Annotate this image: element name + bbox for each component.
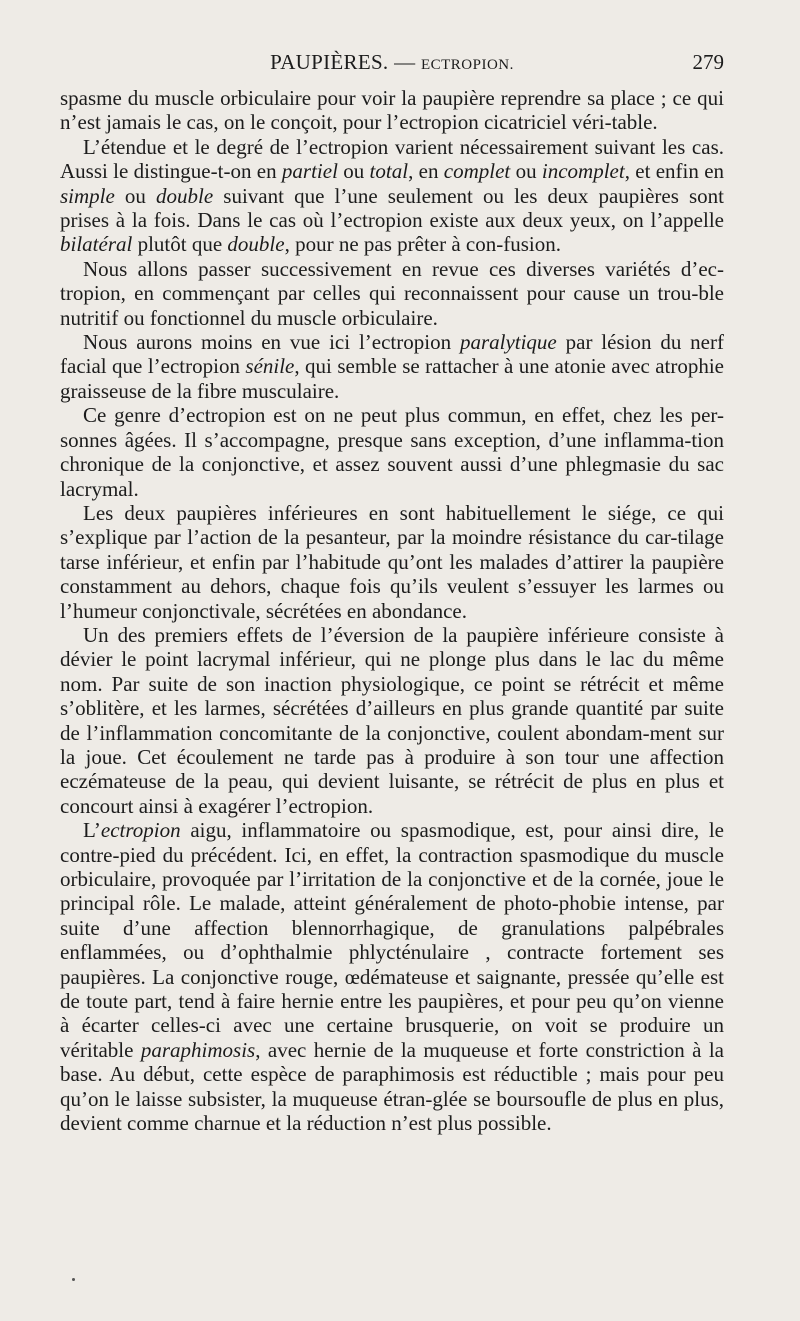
title-dash: — [394, 50, 416, 74]
paragraph [60, 257, 724, 330]
paragraph [60, 501, 724, 623]
text-run: L’étendue et le degré de l’ectropion varient nécessairement suivant les cas. Aussi le distingue-t-on en [60, 134, 724, 184]
text-run: , qui semble se rattacher à une atonie avec atrophie graisseuse de la fibre musculaire. [60, 354, 725, 403]
text-run: Nous aurons moins en vue ici l’ectropion [83, 330, 460, 355]
running-head [60, 50, 724, 80]
text-run: ou [114, 183, 157, 208]
text-run: , en [408, 159, 444, 184]
text-run: L’ [83, 818, 101, 843]
italic-term: paralytique [459, 330, 557, 355]
italic-term: complet [443, 159, 511, 184]
running-title-main: PAUPIÈRES. [270, 50, 389, 74]
text-run: aigu, inflammatoire ou spasmodique, est, pour ainsi dire, le contre-pied du précédent. Ici, en effet, la contraction spasmodique du muscle orbiculaire, provoquée par l’irritation de la conjonctive et de la cornée, joue le principal rôle. Le malade, atteint généralement de photo-phobie intense, par suite d’une affection blennorrhagique, de granulations palpébrales enflammées, ou d’ophthalmie phlycténulaire , contracte fortement ses paupières. La conjonctive rouge, œdémateuse et saignante, pressée qu’elle est de toute part, tend à faire hernie entre les paupières, et pour peu qu’on vienne à écarter celles-ci avec une certaine brusquerie, on voit se produire un véritable [60, 818, 724, 1062]
italic-term: simple [60, 183, 115, 208]
italic-term: ectropion [100, 818, 181, 843]
running-title [60, 50, 724, 75]
italic-term: total [369, 159, 409, 184]
paragraph [60, 330, 724, 403]
paragraph [60, 86, 724, 135]
italic-term: partiel [281, 159, 338, 184]
paragraph [60, 818, 724, 1135]
italic-term: paraphimosis [140, 1037, 256, 1062]
italic-term: bilatéral [60, 232, 133, 257]
italic-term: sénile [245, 354, 295, 379]
text-run: spasme du muscle orbiculaire pour voir la paupière reprendre sa place ; ce qui n’est jamais le cas, on le conçoit, pour l’ectropion cicatriciel véri-table. [60, 86, 724, 135]
italic-term: double [156, 183, 214, 208]
text-run: ou [510, 159, 542, 184]
print-speck [72, 1278, 75, 1281]
text-run: par lésion du nerf facial que l’ectropion [60, 330, 724, 379]
italic-term: incomplet [541, 159, 625, 184]
page-number: 279 [692, 50, 724, 74]
body-text [60, 86, 724, 1135]
italic-term: double [227, 232, 285, 257]
paragraph [60, 135, 724, 257]
text-run: Ce genre d’ectropion est on ne peut plus commun, en effet, chez les per-sonnes âgées. Il s’accompagne, presque sans exception, d’une inflamma-tion chronique de la conjonctive, et assez souvent aussi d’une phlegmasie du sac lacrymal. [60, 403, 724, 501]
paragraph [60, 403, 724, 501]
text-run: Les deux paupières inférieures en sont habituellement le siége, ce qui s’explique par l’action de la pesanteur, par la moindre résistance du car-tilage tarse inférieur, et enfin par l’habitude qu’ont les malades d’attirer la paupière constamment au dehors, chaque fois qu’ils veulent s’essuyer les larmes ou l’humeur conjonctivale, sécrétées en abondance. [60, 500, 724, 623]
text-run: Un des premiers effets de l’éversion de la paupière inférieure consiste à dévier le point lacrymal inférieur, qui ne plonge plus dans le lac du même nom. Par suite de son inaction physiologique, ce point se rétrécit et même s’oblitère, et les larmes, sécrétées d’ailleurs en plus grande quantité par suite de l’inflammation concomitante de la conjonctive, coulent abondam-ment sur la joue. Cet écoulement ne tarde pas à produire à son tour une affection eczémateuse de la peau, qui devient luisante, se rétrécit de plus en plus et concourt ainsi à exagérer l’ectropion. [60, 622, 724, 818]
paragraph [60, 623, 724, 818]
text-run: , pour ne pas prêter à con-fusion. [284, 232, 561, 257]
text-run: plutôt que [132, 232, 228, 257]
text-run: ou [337, 159, 370, 184]
text-run: Nous allons passer successivement en revue ces diverses variétés d’ec-tropion, en commençant par celles qui reconnaissent pour cause un trou-ble nutritif ou fonctionnel du muscle orbiculaire. [60, 256, 724, 330]
text-run: suivant que l’une seulement ou les deux paupières sont prises à la fois. Dans le cas où l’ectropion existe aux deux yeux, on l’appelle [60, 183, 725, 233]
text-run: , et enfin en [624, 159, 725, 184]
text-run: , avec hernie de la muqueuse et forte constriction à la base. Au début, cette espèce de paraphimosis est réductible ; mais pour peu qu’on le laisse subsister, la muqueuse étran-glée se boursoufle de plus en plus, devient comme charnue et la réduction n’est plus possible. [60, 1037, 724, 1136]
running-title-sub: ECTROPION. [420, 57, 514, 73]
